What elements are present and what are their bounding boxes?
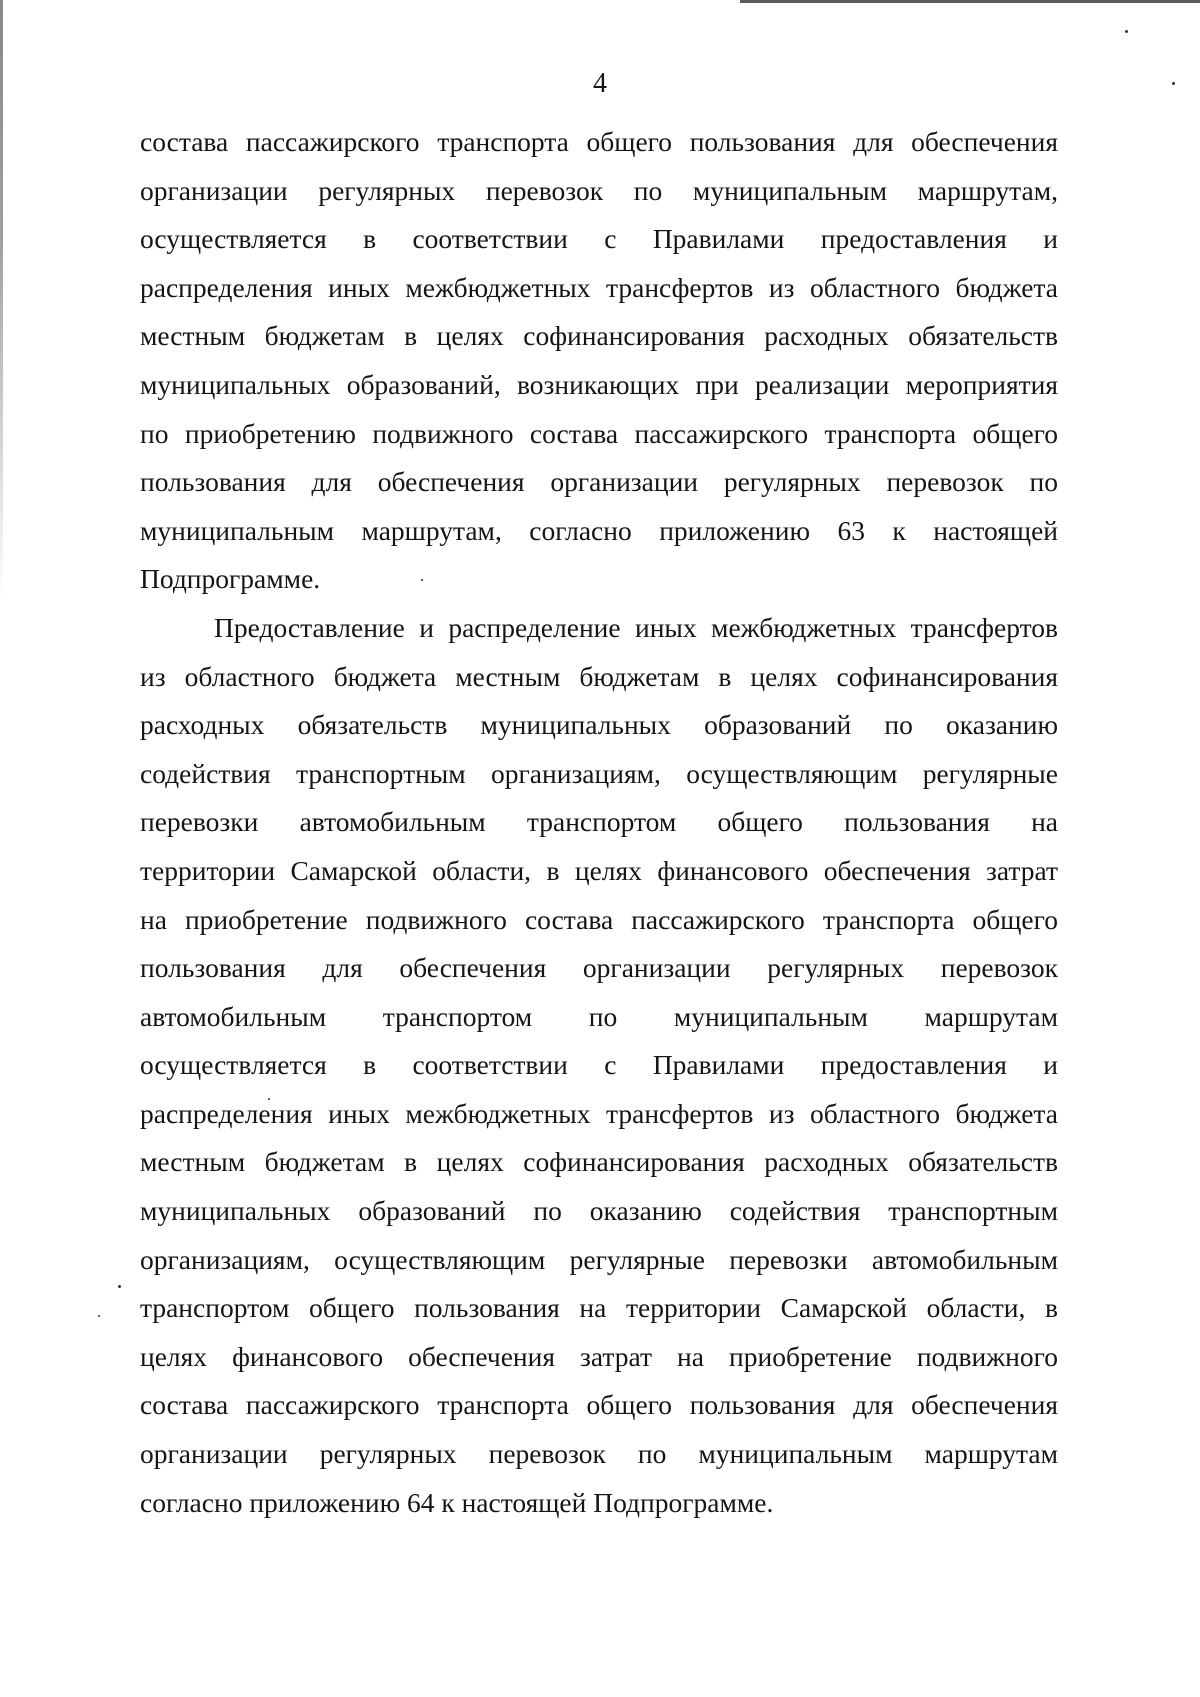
text-line: из областного бюджета местным бюджетам в целях софинансирования <box>140 660 1058 692</box>
text-line: пользования для обеспечения организации регулярных перевозок <box>140 952 1058 984</box>
text-line: по приобретению подвижного состава пассажирского транспорта общего <box>140 417 1058 449</box>
scan-speck <box>118 1285 121 1288</box>
paragraph <box>140 604 1058 1527</box>
page-number: 4 <box>593 68 607 99</box>
text-line: транспортом общего пользования на территории Самарской области, в <box>140 1292 1058 1324</box>
scan-speck <box>1125 30 1128 33</box>
text-line: муниципальных образований по оказанию содействия транспортным <box>140 1195 1058 1227</box>
text-line: муниципальным маршрутам, согласно приложению 63 к настоящей <box>140 514 1058 546</box>
text-line: на приобретение подвижного состава пассажирского транспорта общего <box>140 903 1058 935</box>
text-line: муниципальных образований, возникающих при реализации мероприятия <box>140 368 1058 400</box>
text-line: осуществляется в соответствии с Правилами предоставления и <box>140 223 1058 255</box>
text-line: местным бюджетам в целях софинансирования расходных обязательств <box>140 320 1058 352</box>
text-line: расходных обязательств муниципальных образований по оказанию <box>140 709 1058 741</box>
text-line: Подпрограмме. <box>140 563 321 595</box>
paragraph <box>140 118 1058 604</box>
text-line: организации регулярных перевозок по муниципальным маршрутам, <box>140 174 1058 206</box>
text-line: организации регулярных перевозок по муниципальным маршрутам <box>140 1438 1058 1470</box>
scan-speck <box>98 1315 100 1317</box>
text-line: Предоставление и распределение иных межбюджетных трансфертов <box>214 611 1058 643</box>
text-line: распределения иных межбюджетных трансфертов из областного бюджета <box>140 1097 1058 1129</box>
text-line: распределения иных межбюджетных трансфертов из областного бюджета <box>140 271 1058 303</box>
text-line: осуществляется в соответствии с Правилами предоставления и <box>140 1049 1058 1081</box>
text-line: организациям, осуществляющим регулярные перевозки автомобильным <box>140 1243 1058 1275</box>
text-line: перевозки автомобильным транспортом общего пользования на <box>140 806 1058 838</box>
text-line: автомобильным транспортом по муниципальным маршрутам <box>140 1000 1058 1032</box>
text-line: пользования для обеспечения организации регулярных перевозок по <box>140 466 1058 498</box>
scan-edge-top <box>740 0 1200 3</box>
text-line: содействия транспортным организациям, осуществляющим регулярные <box>140 757 1058 789</box>
text-line: состава пассажирского транспорта общего пользования для обеспечения <box>140 1389 1058 1421</box>
text-line: состава пассажирского транспорта общего пользования для обеспечения <box>140 126 1058 157</box>
text-line: согласно приложению 64 к настоящей Подпрограмме. <box>140 1486 774 1518</box>
text-line: целях финансового обеспечения затрат на приобретение подвижного <box>140 1340 1058 1372</box>
body-text <box>140 118 1058 1527</box>
text-line: местным бюджетам в целях софинансирования расходных обязательств <box>140 1146 1058 1178</box>
text-line: территории Самарской области, в целях финансового обеспечения затрат <box>140 854 1058 886</box>
